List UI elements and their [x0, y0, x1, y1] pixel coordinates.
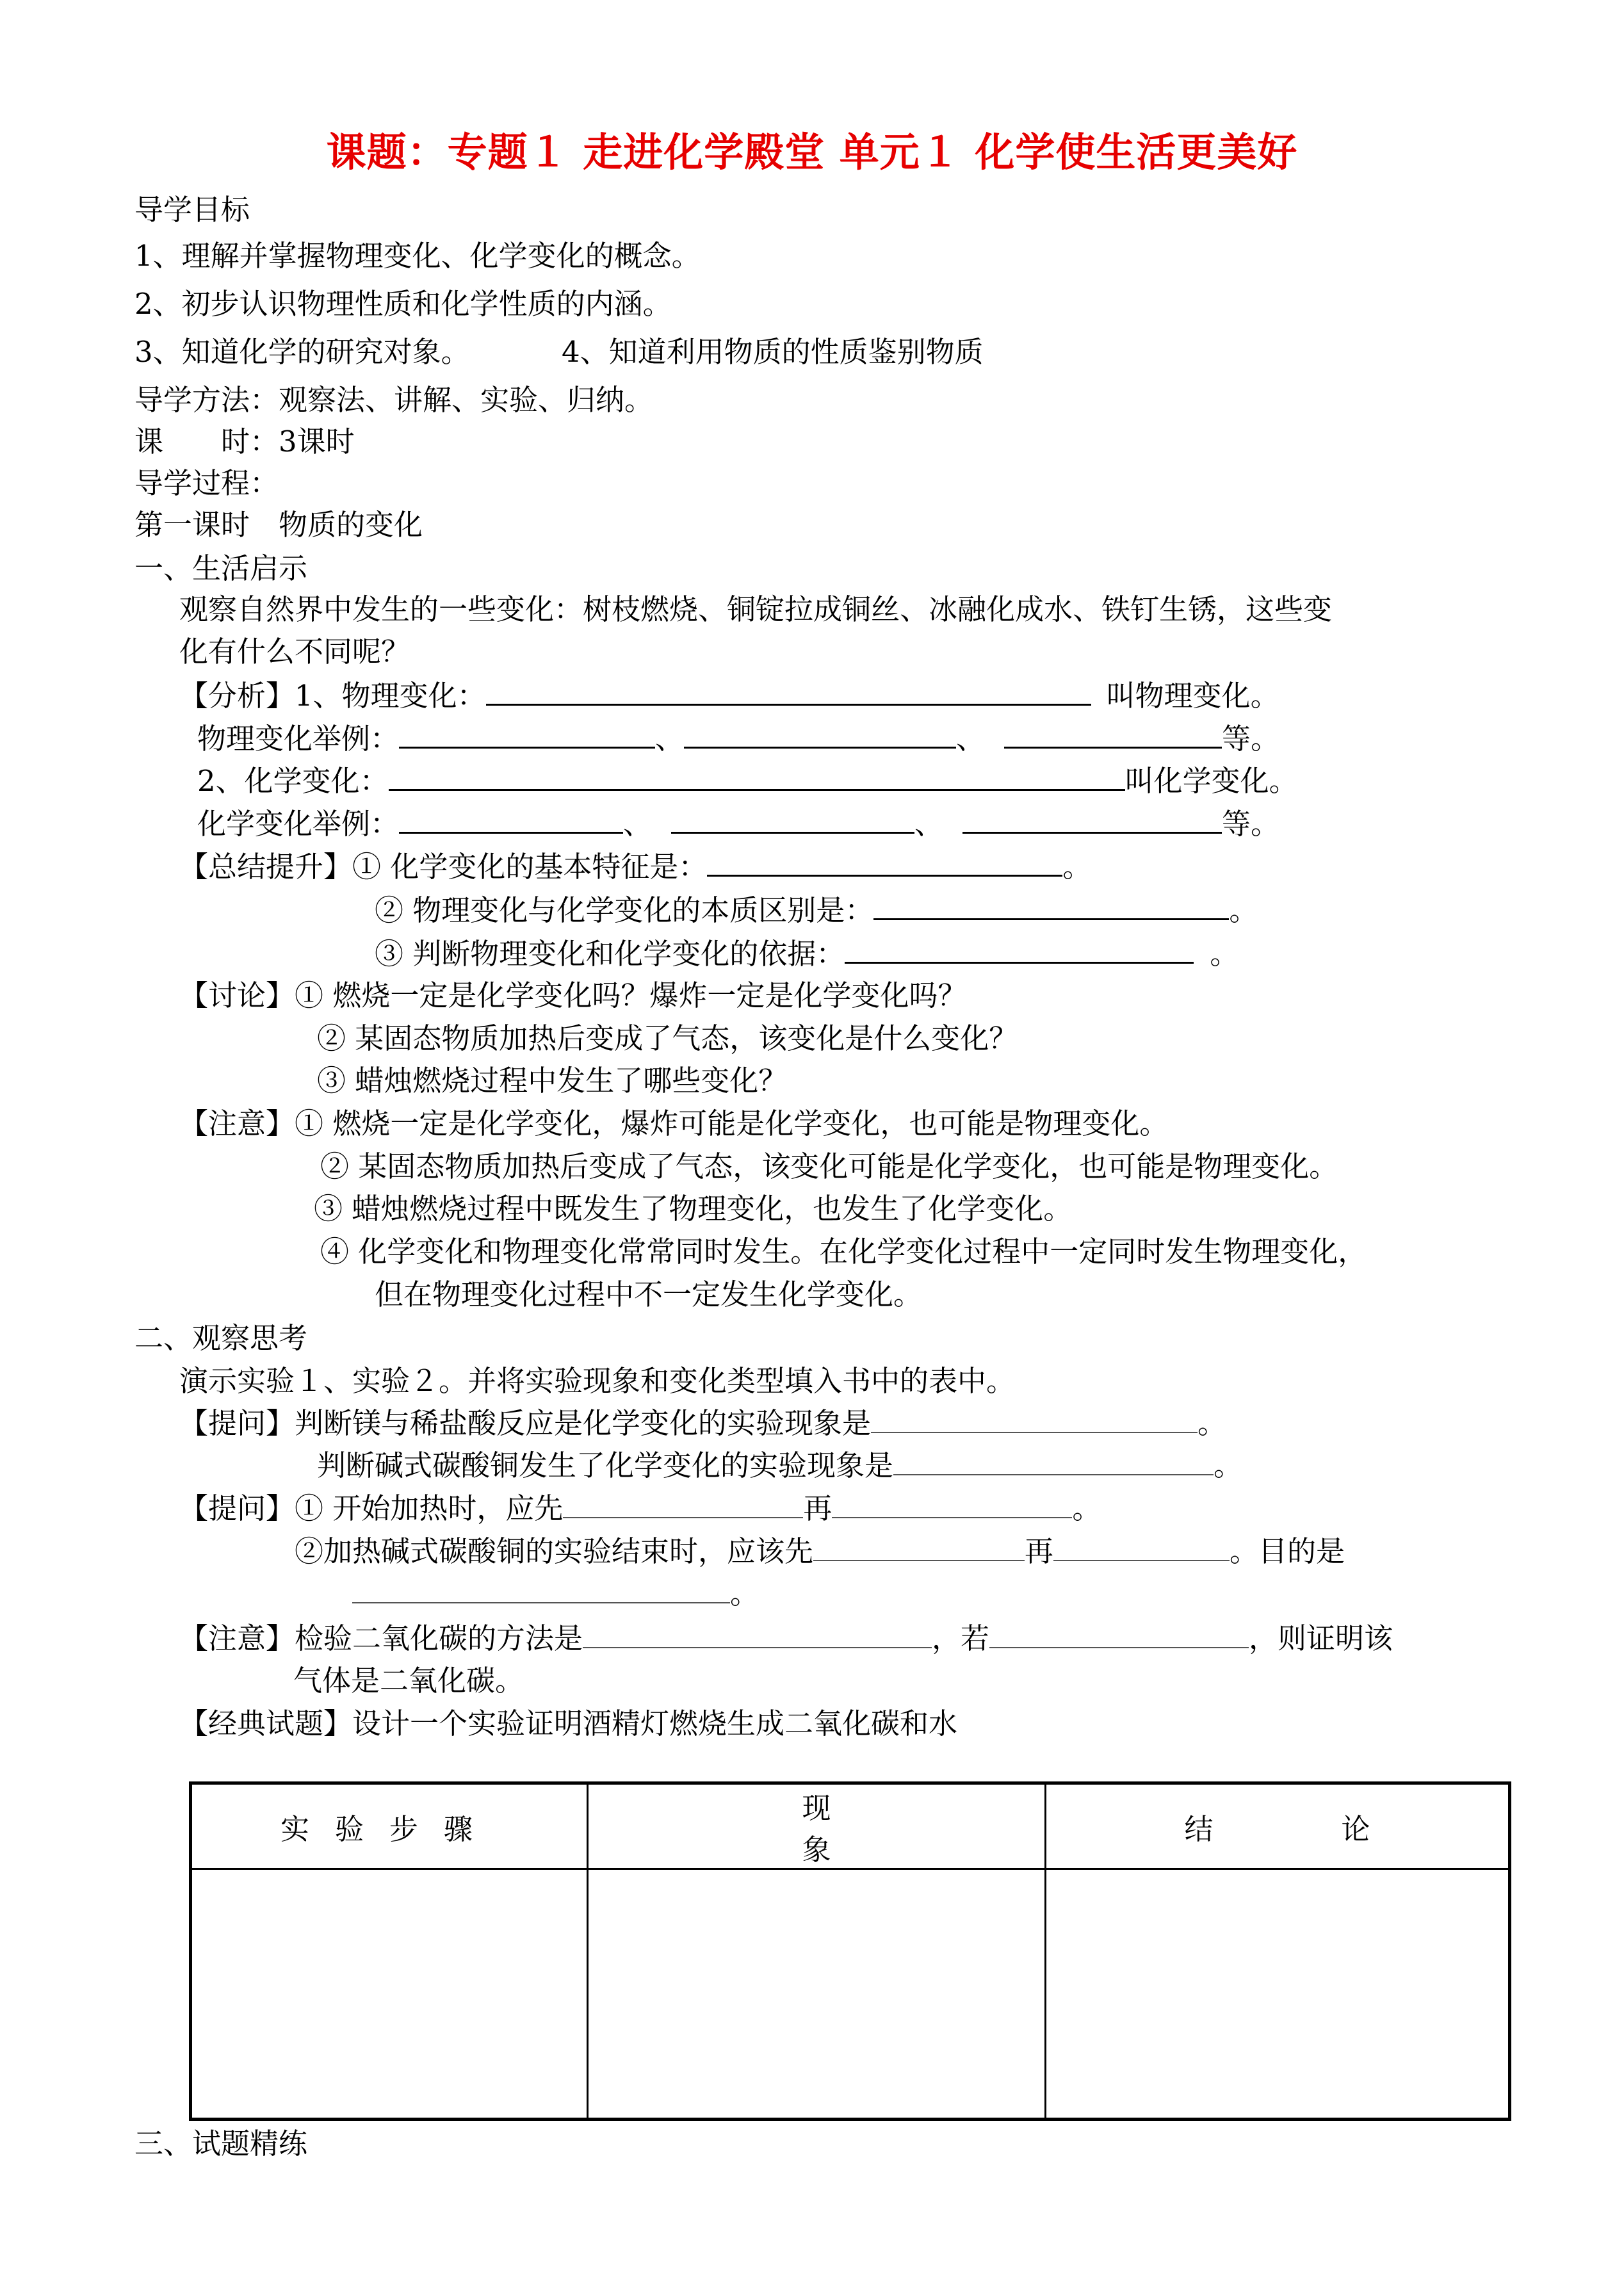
etc-label: 等。: [1222, 807, 1280, 841]
physical-example-blank-1[interactable]: [399, 718, 655, 749]
section-1-intro-1: 观察自然界中发生的一些变化：树枝燃烧、铜锭拉成铜丝、冰融化成水、铁钉生锈，这些变: [179, 592, 1333, 626]
summary-blank-3[interactable]: [845, 934, 1194, 964]
note-label: 【注意】: [179, 1107, 295, 1140]
chemical-example-blank-2[interactable]: [671, 804, 914, 834]
hours-line: [134, 423, 355, 461]
summary-line-2: [375, 890, 1258, 930]
summary-item-2: ② 物理变化与化学变化的本质区别是：: [375, 893, 874, 927]
chemical-examples-line: [197, 804, 1279, 843]
physical-suffix: 叫物理变化。: [1106, 679, 1279, 713]
chemical-examples-label: 化学变化举例：: [197, 807, 400, 841]
summary-line-1: [179, 847, 1091, 886]
discussion-label: 【讨论】: [179, 978, 295, 1012]
co2-note-line: [179, 1619, 1393, 1658]
period: 。: [1198, 1406, 1227, 1440]
physical-definition-blank[interactable]: [486, 676, 1091, 706]
question-line-2: [317, 1446, 1242, 1485]
chemical-example-blank-3[interactable]: [962, 804, 1222, 834]
summary-blank-2[interactable]: [873, 890, 1229, 920]
classic-question-text: 设计一个实验证明酒精灯燃烧生成二氧化碳和水: [352, 1707, 958, 1740]
chemical-definition-blank[interactable]: [389, 761, 1125, 791]
objectives-heading: 导学目标: [134, 193, 250, 227]
separator: 、: [914, 807, 944, 841]
purpose-blank[interactable]: [352, 1574, 730, 1603]
question-2b-blank-2[interactable]: [1053, 1532, 1230, 1561]
physical-examples-label: 物理变化举例：: [197, 722, 400, 756]
question-1b-blank[interactable]: [893, 1446, 1214, 1475]
analysis-physical-line: [179, 676, 1279, 715]
classic-question-label: 【经典试题】: [179, 1707, 353, 1740]
objective-3: 3、知道化学的研究对象。: [134, 335, 470, 369]
period: 。: [730, 1577, 759, 1610]
phenomenon-cell[interactable]: [588, 1869, 1046, 2120]
note-item-4a: ④ 化学变化和物理变化常常同时发生。在化学变化过程中一定同时发生物理变化，: [320, 1235, 1367, 1269]
table-header-row: [191, 1783, 1510, 1869]
note-label: 【注意】: [179, 1621, 295, 1655]
question-2b: ②加热碱式碳酸铜的实验结束时，应该先: [295, 1534, 814, 1568]
section-1-heading: 一、生活启示: [134, 551, 308, 585]
summary-blank-1[interactable]: [707, 847, 1062, 877]
steps-cell[interactable]: [191, 1869, 588, 2120]
hours-label: 课 时：: [134, 425, 279, 458]
purpose-label: 。目的是: [1230, 1534, 1345, 1568]
period: 。: [1229, 893, 1258, 927]
hours-value: 3课时: [279, 425, 355, 458]
header-conclusion: 结论: [1046, 1783, 1510, 1869]
question-1a: 判断镁与稀盐酸反应是化学变化的实验现象是: [295, 1406, 872, 1440]
question-2a-blank-1[interactable]: [563, 1489, 803, 1518]
section-2-heading: 二、观察思考: [134, 1321, 308, 1355]
conclusion-cell[interactable]: [1046, 1869, 1510, 2120]
question-label: 【提问】: [179, 1406, 295, 1440]
separator: 、: [623, 807, 653, 841]
note-item-2: ② 某固态物质加热后变成了气态，该变化可能是化学变化，也可能是物理变化。: [320, 1149, 1338, 1183]
separator: 、: [655, 722, 685, 756]
section-1-intro-2: 化有什么不同呢？: [179, 635, 410, 669]
summary-item-1: ① 化学变化的基本特征是：: [352, 850, 708, 884]
question-2b-blank-1[interactable]: [813, 1532, 1025, 1561]
table-row: [191, 1869, 1510, 2120]
objective-4: 4、知道利用物质的性质鉴别物质: [562, 335, 984, 369]
header-phenomenon: 现象: [588, 1783, 1046, 1869]
chemical-definition-line: [197, 761, 1298, 800]
question-label: 【提问】: [179, 1491, 295, 1525]
discussion-line-1: [179, 977, 966, 1015]
discussion-item-1: ① 燃烧一定是化学变化吗？爆炸一定是化学变化吗？: [295, 978, 967, 1012]
physical-example-blank-2[interactable]: [684, 718, 956, 749]
experiment-table: [189, 1781, 1511, 2121]
period: 。: [1062, 850, 1092, 884]
note-line-1: [179, 1105, 1168, 1143]
note-item-3: ③ 蜡烛燃烧过程中既发生了物理变化，也发生了化学变化。: [314, 1192, 1073, 1226]
objective-1: 1、理解并掌握物理变化、化学变化的概念。: [134, 239, 701, 273]
then-label: 再: [1025, 1534, 1054, 1568]
demo-line: 演示实验１、实验２。并将实验现象和变化类型填入书中的表中。: [179, 1364, 1016, 1398]
lesson-1-heading: 第一课时 物质的变化: [134, 508, 423, 542]
co2-method-blank[interactable]: [583, 1619, 932, 1648]
if-label: ，若: [932, 1621, 990, 1655]
chemical-definition-label: 2、化学变化：: [197, 764, 389, 798]
question-line-4: [295, 1532, 1345, 1571]
page-title: 课题：专题１ 走进化学殿堂 单元１ 化学使生活更美好: [326, 129, 1298, 175]
section-3-heading: 三、试题精练: [134, 2127, 308, 2161]
summary-line-3: [375, 934, 1238, 973]
objective-2: 2、初步认识物理性质和化学性质的内涵。: [134, 287, 672, 321]
discussion-item-3: ③ 蜡烛燃烧过程中发生了哪些变化？: [317, 1064, 788, 1098]
process-heading: 导学过程：: [134, 466, 279, 500]
etc-label: 等。: [1222, 722, 1280, 756]
question-1b: 判断碱式碳酸铜发生了化学变化的实验现象是: [317, 1448, 894, 1482]
note-item-4b: 但在物理变化过程中不一定发生化学变化。: [375, 1277, 923, 1311]
chemical-suffix: 叫化学变化。: [1125, 764, 1298, 798]
discussion-item-2: ② 某固态物质加热后变成了气态，该变化是什么变化？: [317, 1021, 1018, 1055]
period: 。: [1210, 937, 1239, 971]
separator: 、: [956, 722, 986, 756]
summary-item-3: ③ 判断物理变化和化学变化的依据：: [375, 937, 845, 971]
chemical-example-blank-1[interactable]: [399, 804, 623, 834]
question-1a-blank[interactable]: [871, 1404, 1198, 1433]
question-line-3: [179, 1489, 1101, 1528]
physical-examples-line: [197, 718, 1279, 758]
summary-label: 【总结提升】: [179, 850, 353, 884]
question-line-1: [179, 1404, 1226, 1443]
period: 。: [1072, 1491, 1101, 1525]
analysis-label: 【分析】1、物理变化：: [179, 679, 486, 713]
question-2a: ① 开始加热时，应先: [295, 1491, 564, 1525]
header-steps: 实验步骤: [191, 1783, 588, 1869]
classic-question-line: [179, 1705, 957, 1743]
question-line-5: [352, 1574, 759, 1613]
then-label: 再: [803, 1491, 832, 1525]
co2-condition-blank[interactable]: [989, 1619, 1249, 1648]
method-line: 导学方法：观察法、讲解、实验、归纳。: [134, 383, 654, 417]
period: 。: [1214, 1448, 1243, 1482]
physical-example-blank-3[interactable]: [1004, 718, 1222, 749]
co2-note-line-2: 气体是二氧化碳。: [293, 1664, 524, 1698]
question-2a-blank-2[interactable]: [832, 1489, 1072, 1518]
co2-test-method: 检验二氧化碳的方法是: [295, 1621, 583, 1655]
note-item-1: ① 燃烧一定是化学变化，爆炸可能是化学变化，也可能是物理变化。: [295, 1107, 1169, 1140]
prove-label: ，则证明该: [1249, 1621, 1393, 1655]
